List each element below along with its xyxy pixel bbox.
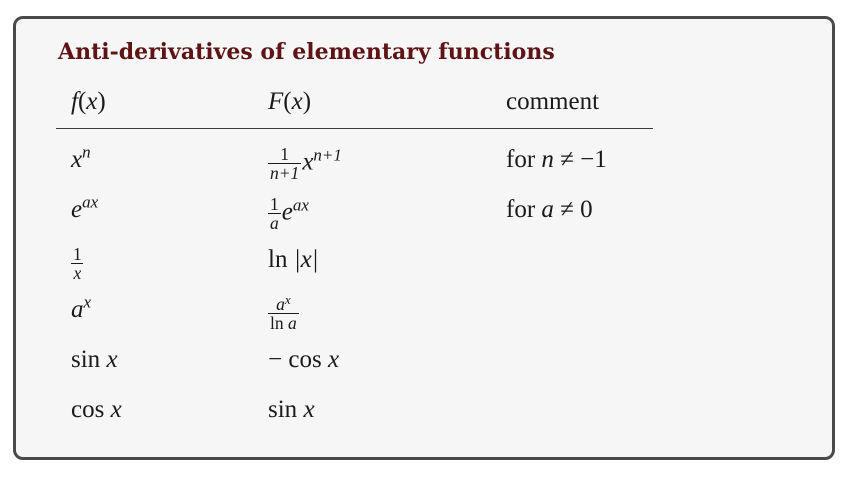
header-rule [56, 128, 653, 129]
row-1-f: $x^n$ [71, 142, 91, 173]
header-f-of-x: f(x) [71, 88, 106, 115]
row-2-f: $e^{ax}$ [71, 192, 99, 223]
header-F-of-x: F(x) [268, 88, 312, 115]
definition-box [13, 16, 835, 460]
row-6-f: cos x [71, 396, 122, 423]
row-2-F: $\frac{1}{a}$ $e^{ax}$ [270, 194, 309, 234]
header-comment: comment [506, 88, 600, 115]
row-4-F: $\frac{a^x}{\text{ln a}}$ [270, 292, 297, 334]
row-1-F: $\frac{1}{n+1}$ $x^{n+1}$ [270, 144, 342, 184]
box-title: Anti-derivatives of elementary functions [58, 39, 555, 65]
row-5-f: sin x [71, 346, 118, 373]
row-2-comment: for a ≠ 0 [506, 196, 593, 223]
row-1-comment: for n ≠ −1 [506, 146, 607, 173]
row-3-f: $\frac{1}{x}$ [73, 244, 82, 284]
row-6-F: sin x [268, 396, 315, 423]
row-3-F: ln |x| [268, 246, 319, 273]
row-4-f: $a^x$ [71, 292, 92, 323]
row-5-F: − cos x [268, 346, 340, 373]
